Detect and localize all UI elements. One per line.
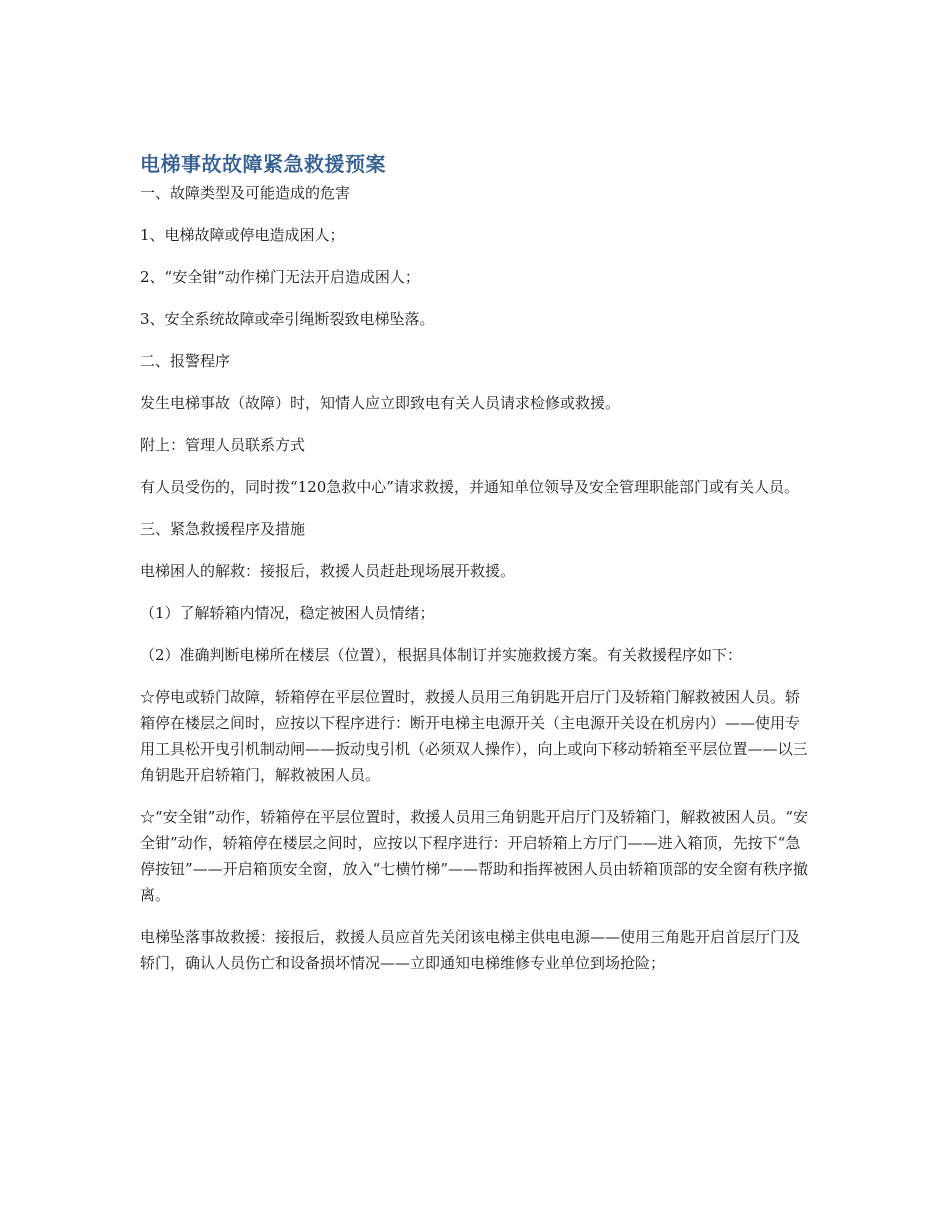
section-heading-rescue-procedure: 三、紧急救援程序及措施	[140, 520, 306, 538]
section-heading-fault-types: 一、故障类型及可能造成的危害	[140, 184, 351, 202]
paragraph: 电梯坠落事故救援：接报后，救援人员应首先关闭该电梯主供电电源——使用三角匙开启首层厅门及轿门，确认人员伤亡和设备损坏情况——立即通知电梯维修专业单位到场抢险；	[140, 928, 801, 972]
list-item: （1）了解轿箱内情况，稳定被困人员情绪；	[140, 604, 435, 622]
paragraph: ☆“安全钳”动作，轿箱停在平层位置时，救援人员用三角钥匙开启厅门及轿箱门，解救被困人员。“安全钳”动作，轿箱停在楼层之间时，应按以下程序进行：开启轿箱上方厅门——进入箱顶，先按下“急停按钮”——开启箱顶安全窗，放入“七横竹梯”——帮助和指挥被困人员由轿箱顶部的安全窗有秩序撤离。	[140, 808, 809, 904]
paragraph: 有人员受伤的，同时拨“120急救中心”请求救援，并通知单位领导及安全管理职能部门或有关人员。	[140, 478, 799, 496]
paragraph: 附上：管理人员联系方式	[140, 436, 306, 454]
paragraph: 发生电梯事故（故障）时，知情人应立即致电有关人员请求检修或救援。	[140, 394, 621, 412]
document-body	[140, 150, 810, 992]
paragraph: 电梯困人的解救：接报后，救援人员赶赴现场展开救援。	[140, 562, 516, 580]
list-item: 1、电梯故障或停电造成困人；	[140, 226, 345, 244]
paragraph: ☆停电或轿门故障，轿箱停在平层位置时，救援人员用三角钥匙开启厅门及轿箱门解救被困人员。轿箱停在楼层之间时，应按以下程序进行：断开电梯主电源开关（主电源开关设在机房内）——使用专用工具松开曳引机制动闸——扳动曳引机（必须双人操作），向上或向下移动轿箱至平层位置——以三角钥匙开启轿箱门，解救被困人员。	[140, 688, 808, 784]
list-item: 3、安全系统故障或牵引绳断裂致电梯坠落。	[140, 310, 435, 328]
section-heading-alarm-procedure: 二、报警程序	[140, 352, 231, 370]
document-title: 电梯事故故障紧急救援预案	[140, 152, 386, 176]
list-item: （2）准确判断电梯所在楼层（位置），根据具体制订并实施救援方案。有关救援程序如下：	[140, 646, 743, 664]
list-item: 2、“安全钳”动作梯门无法开启造成困人；	[140, 268, 420, 286]
